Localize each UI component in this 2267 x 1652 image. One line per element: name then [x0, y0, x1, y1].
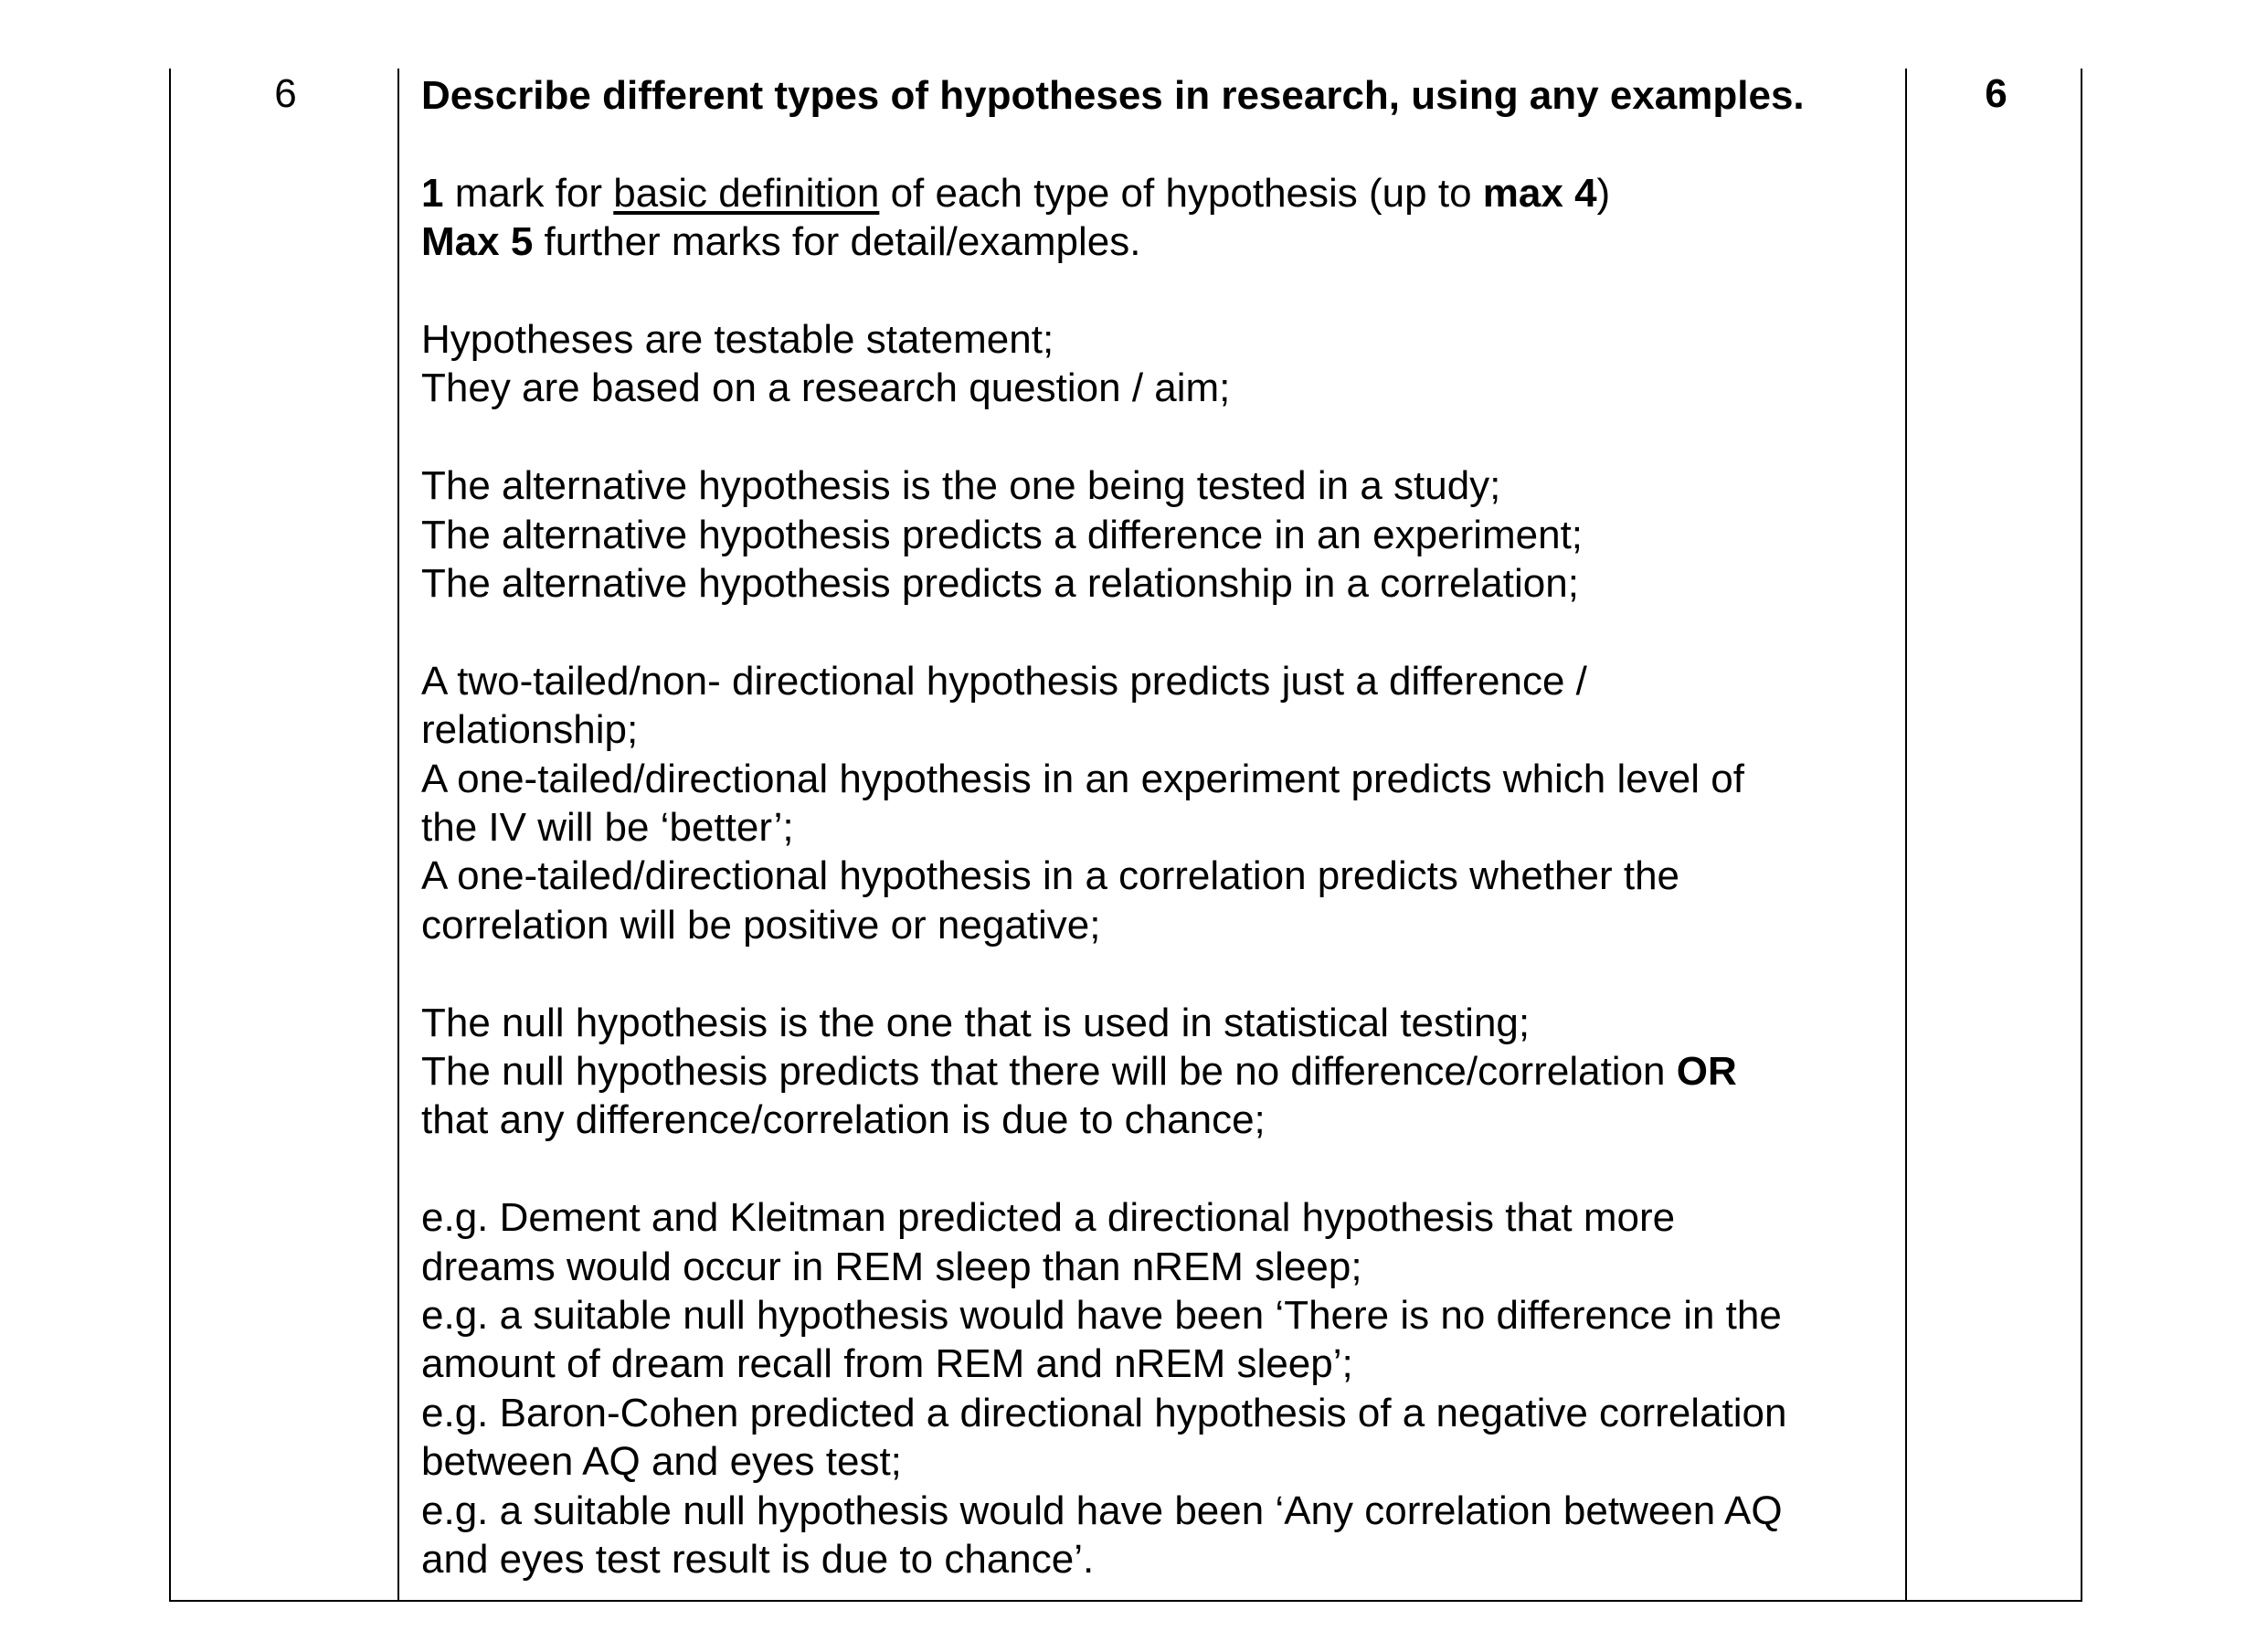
table-border-left	[169, 69, 171, 1602]
tailed-hypothesis-line: A two-tailed/non- directional hypothesis predicts just a difference /	[421, 658, 1587, 704]
mark-scheme-content	[421, 71, 1902, 1584]
definition-line: They are based on a research question / aim;	[421, 365, 1231, 411]
marking-guidance-line-2: Max 5 further marks for detail/examples.	[421, 219, 1141, 265]
marks-total: 6	[1985, 71, 2007, 116]
alternative-hypothesis-line: The alternative hypothesis is the one being tested in a study;	[421, 463, 1501, 509]
definition-line: Hypotheses are testable statement;	[421, 317, 1054, 362]
example-line: and eyes test result is due to chance’.	[421, 1537, 1095, 1583]
null-hypothesis-line: that any difference/correlation is due to chance;	[421, 1097, 1266, 1143]
question-number: 6	[274, 71, 297, 116]
table-border-bottom	[169, 1600, 2082, 1602]
tailed-hypothesis-line: relationship;	[421, 707, 639, 753]
tailed-hypothesis-line: A one-tailed/directional hypothesis in an experiment predicts which level of	[421, 756, 1744, 801]
example-line: e.g. a suitable null hypothesis would have been ‘There is no difference in the	[421, 1293, 1782, 1339]
example-line: e.g. a suitable null hypothesis would have been ‘Any correlation between AQ	[421, 1488, 1783, 1533]
example-line: e.g. Dement and Kleitman predicted a directional hypothesis that more	[421, 1195, 1676, 1241]
question-text: Describe different types of hypotheses in research, using any examples.	[421, 73, 1805, 118]
alternative-hypothesis-line: The alternative hypothesis predicts a difference in an experiment;	[421, 512, 1584, 557]
tailed-hypothesis-line: the IV will be ‘better’;	[421, 805, 794, 851]
tailed-hypothesis-line: A one-tailed/directional hypothesis in a correlation predicts whether the	[421, 853, 1680, 899]
alternative-hypothesis-line: The alternative hypothesis predicts a relationship in a correlation;	[421, 561, 1579, 607]
example-line: e.g. Baron-Cohen predicted a directional hypothesis of a negative correlation	[421, 1390, 1787, 1435]
example-line: amount of dream recall from REM and nREM sleep’;	[421, 1341, 1353, 1387]
example-line: dreams would occur in REM sleep than nREM sleep;	[421, 1244, 1362, 1289]
tailed-hypothesis-line: correlation will be positive or negative;	[421, 902, 1101, 948]
null-hypothesis-line: The null hypothesis predicts that there will be no difference/correlation OR	[421, 1049, 1737, 1095]
marking-guidance-line-1: 1 mark for basic definition of each type of hypothesis (up to max 4)	[421, 170, 1611, 216]
table-border-right	[2081, 69, 2082, 1602]
table-divider-number	[397, 69, 399, 1602]
table-divider-marks	[1905, 69, 1907, 1602]
example-line: between AQ and eyes test;	[421, 1439, 902, 1485]
null-hypothesis-line: The null hypothesis is the one that is used in statistical testing;	[421, 1000, 1531, 1045]
